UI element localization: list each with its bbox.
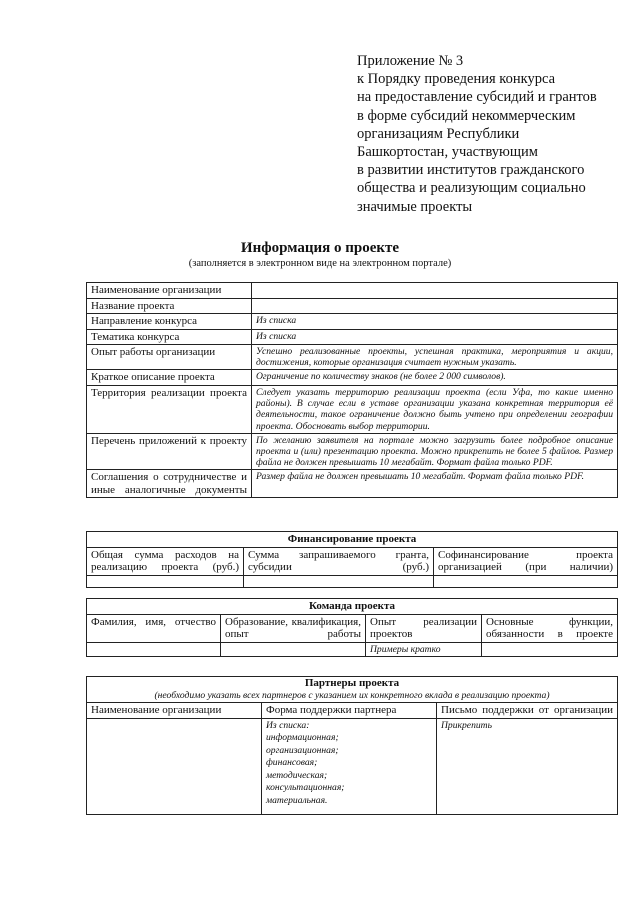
grant-amount-field[interactable] bbox=[244, 575, 434, 587]
row-label: Перечень приложений к проекту bbox=[87, 433, 252, 470]
team-functions-field[interactable] bbox=[482, 642, 618, 656]
table-row bbox=[87, 385, 618, 433]
agreements-field[interactable]: Размер файла не должен превышать 10 мегабайт. Формат файла только PDF. bbox=[252, 470, 618, 498]
row-label: Опыт работы организации bbox=[87, 345, 252, 370]
table-row bbox=[87, 575, 618, 587]
table-row bbox=[87, 329, 618, 345]
territory-field[interactable]: Следует указать территорию реализации проекта (если Уфа, то какие именно районы). В случае если в уставе организации указана конкретная территория её деятельности, такое ограничение должно быть учтено при определении географии проекта. Обосновать выбор территории. bbox=[252, 385, 618, 433]
table-row bbox=[87, 298, 618, 314]
appendix-header bbox=[357, 52, 627, 216]
appendix-line: общества и реализующим социально bbox=[357, 180, 586, 197]
column-header: Наименование организации bbox=[87, 703, 262, 719]
appendix-line: Башкортостан, участвующим bbox=[357, 144, 538, 161]
cofinancing-field[interactable] bbox=[434, 575, 618, 587]
team-table bbox=[86, 598, 618, 657]
contest-direction-field[interactable]: Из списка bbox=[252, 314, 618, 330]
support-form-select[interactable]: Из списка: информационная; организационная; финансовая; методическая; консультационная; материальная. bbox=[262, 718, 437, 814]
table-row bbox=[87, 314, 618, 330]
total-expenses-field[interactable] bbox=[87, 575, 244, 587]
column-header: Форма поддержки партнера bbox=[262, 703, 437, 719]
row-label: Территория реализации проекта bbox=[87, 385, 252, 433]
row-label: Наименование организации bbox=[87, 283, 252, 299]
appendix-line: Приложение № 3 bbox=[357, 53, 464, 69]
column-header: Софинансирование проекта организацией (при наличии) bbox=[434, 547, 618, 575]
column-header: Письмо поддержки от организации bbox=[437, 703, 618, 719]
appendix-line: в развитии институтов гражданского bbox=[357, 162, 585, 179]
table-row bbox=[87, 433, 618, 470]
table-row bbox=[87, 614, 618, 642]
team-education-field[interactable] bbox=[221, 642, 366, 656]
team-name-field[interactable] bbox=[87, 642, 221, 656]
table-row bbox=[87, 642, 618, 656]
row-label: Тематика конкурса bbox=[87, 329, 252, 345]
page-subtitle: (заполняется в электронном виде на электронном портале) bbox=[188, 258, 452, 269]
contest-theme-field[interactable]: Из списка bbox=[252, 329, 618, 345]
table-row bbox=[87, 283, 618, 299]
support-letter-attach[interactable]: Прикрепить bbox=[437, 718, 618, 814]
partners-title: Партнеры проекта bbox=[304, 677, 400, 689]
row-label: Соглашения о сотрудничестве и иные аналогичные документы bbox=[87, 470, 252, 498]
row-label: Краткое описание проекта bbox=[87, 370, 252, 386]
project-info-table bbox=[86, 282, 618, 498]
appendix-line: значимые проекты bbox=[357, 198, 473, 215]
table-row bbox=[87, 370, 618, 386]
team-title: Команда проекта bbox=[87, 599, 618, 615]
partner-name-field[interactable] bbox=[87, 718, 262, 814]
table-row bbox=[87, 345, 618, 370]
financing-title: Финансирование проекта bbox=[87, 532, 618, 548]
table-row bbox=[87, 547, 618, 575]
financing-table bbox=[86, 531, 618, 588]
column-header: Сумма запрашиваемого гранта, субсидии (руб.) bbox=[244, 547, 434, 575]
table-row bbox=[87, 470, 618, 498]
row-label: Направление конкурса bbox=[87, 314, 252, 330]
attachments-field[interactable]: По желанию заявителя на портале можно загрузить более подробное описание проекта и (или) презентацию проекта. Можно прикрепить не более 5 файлов. Размер файла не должен превышать 10 мегабайт. Формат файла только PDF. bbox=[252, 433, 618, 470]
table-row bbox=[87, 703, 618, 719]
appendix-line: к Порядку проведения конкурса bbox=[357, 71, 556, 88]
column-header: Образование, квалификация, опыт работы bbox=[221, 614, 366, 642]
column-header: Основные функции, обязанности в проекте bbox=[482, 614, 618, 642]
appendix-line: организациям Республики bbox=[357, 125, 520, 142]
short-description-field[interactable]: Ограничение по количеству знаков (не более 2 000 символов). bbox=[252, 370, 618, 386]
row-label: Название проекта bbox=[87, 298, 252, 314]
column-header: Опыт реализации проектов bbox=[366, 614, 482, 642]
partners-subtitle: (необходимо указать всех партнеров с указанием их конкретного вклада в реализацию проекта) bbox=[154, 689, 550, 701]
table-row bbox=[87, 718, 618, 814]
partners-table bbox=[86, 676, 618, 815]
page-title: Информация о проекте bbox=[240, 240, 400, 256]
appendix-line: на предоставление субсидий и грантов bbox=[357, 89, 597, 106]
team-experience-field[interactable]: Примеры кратко bbox=[366, 642, 482, 656]
column-header: Фамилия, имя, отчество bbox=[87, 614, 221, 642]
org-name-field[interactable] bbox=[252, 283, 618, 299]
appendix-line: в форме субсидий некоммерческим bbox=[357, 107, 576, 124]
project-name-field[interactable] bbox=[252, 298, 618, 314]
column-header: Общая сумма расходов на реализацию проекта (руб.) bbox=[87, 547, 244, 575]
org-experience-field[interactable]: Успешно реализованные проекты, успешная практика, мероприятия и акции, достижения, которые организация считает нужным указать. bbox=[252, 345, 618, 370]
